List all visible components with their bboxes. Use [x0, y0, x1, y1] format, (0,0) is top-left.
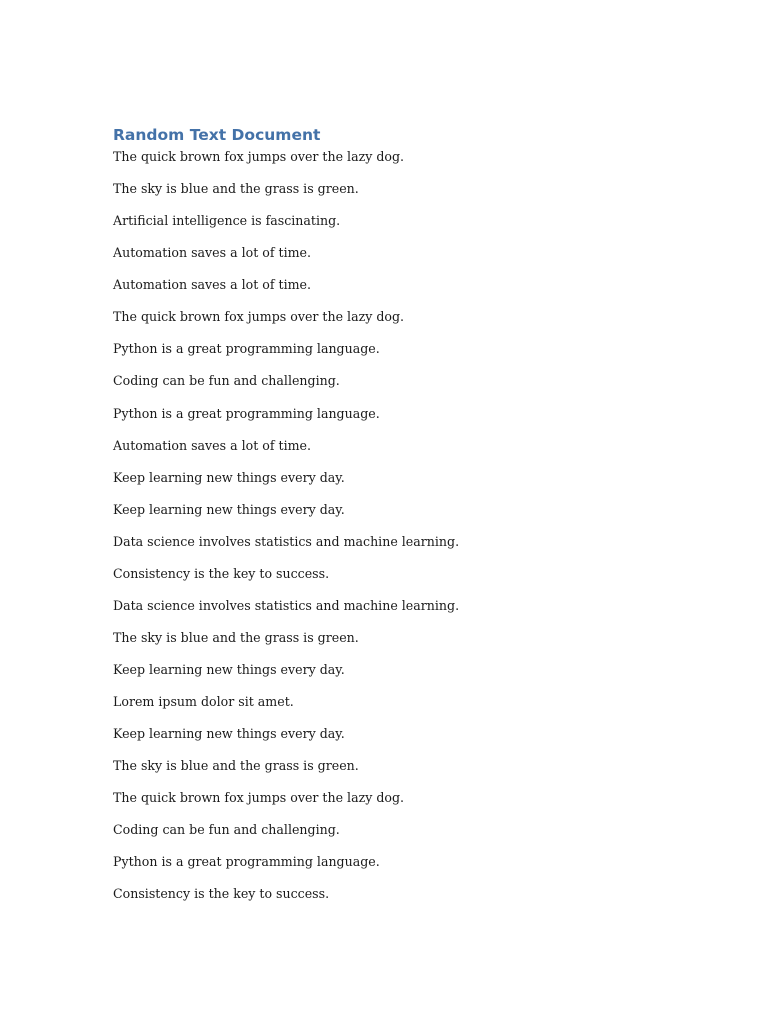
paragraph: The quick brown fox jumps over the lazy dog.: [113, 309, 405, 325]
paragraph: Automation saves a lot of time.: [113, 245, 312, 261]
paragraph-list: [113, 147, 459, 917]
paragraph: Coding can be fun and challenging.: [113, 373, 340, 389]
paragraph: Lorem ipsum dolor sit amet.: [113, 694, 294, 710]
paragraph: The sky is blue and the grass is green.: [113, 181, 359, 197]
paragraph: Data science involves statistics and machine learning.: [113, 597, 460, 613]
paragraph: Keep learning new things every day.: [113, 726, 345, 742]
paragraph: Consistency is the key to success.: [113, 565, 330, 581]
paragraph: The quick brown fox jumps over the lazy dog.: [113, 149, 405, 164]
paragraph: The sky is blue and the grass is green.: [113, 758, 359, 774]
paragraph: Keep learning new things every day.: [113, 662, 345, 677]
paragraph: The sky is blue and the grass is green.: [113, 629, 359, 645]
paragraph: Keep learning new things every day.: [113, 469, 345, 485]
paragraph: Keep learning new things every day.: [113, 501, 345, 517]
paragraph: Python is a great programming language.: [113, 854, 380, 870]
paragraph: Python is a great programming language.: [113, 405, 380, 421]
paragraph: Consistency is the key to success.: [113, 886, 330, 902]
paragraph: Artificial intelligence is fascinating.: [113, 213, 341, 229]
document-title: Random Text Document: [113, 126, 321, 144]
paragraph: Automation saves a lot of time.: [113, 277, 312, 293]
paragraph: Python is a great programming language.: [113, 341, 380, 357]
paragraph: The quick brown fox jumps over the lazy dog.: [113, 790, 405, 806]
paragraph: Automation saves a lot of time.: [113, 437, 312, 453]
paragraph: Data science involves statistics and machine learning.: [113, 533, 460, 549]
paragraph: Coding can be fun and challenging.: [113, 822, 340, 838]
